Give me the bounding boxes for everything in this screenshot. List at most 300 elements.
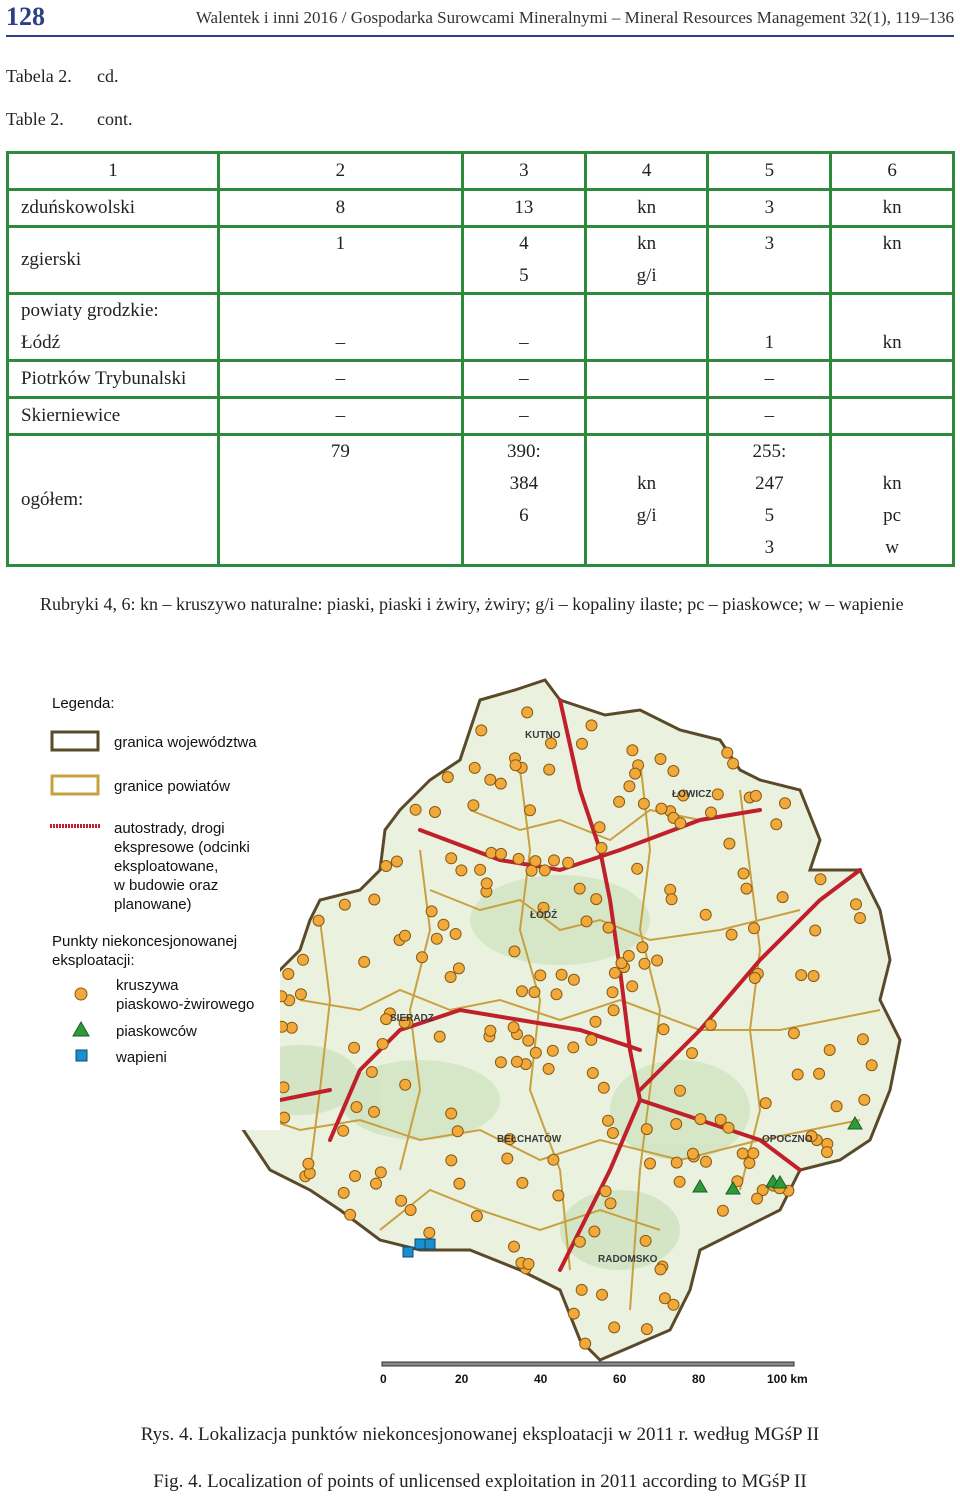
city-sieradz: SIERADZ <box>390 1013 434 1024</box>
gravel-point <box>371 1178 382 1189</box>
gravel-point <box>632 863 643 874</box>
gravel-point <box>495 1057 506 1068</box>
cell-line: 384 <box>509 473 539 494</box>
gravel-point <box>410 804 421 815</box>
table-cell <box>831 361 954 398</box>
legend-roads-3: eksploatowane, <box>114 858 219 875</box>
gravel-point <box>810 925 821 936</box>
table-cell <box>585 294 708 361</box>
gravel-point <box>549 855 560 866</box>
gravel-point <box>750 790 761 801</box>
table-caption-en <box>6 109 133 130</box>
gravel-point <box>517 986 528 997</box>
table-cell <box>462 435 585 566</box>
data-table <box>6 151 955 567</box>
legend-gravel-1: kruszywa <box>116 977 179 994</box>
gravel-point <box>377 1039 388 1050</box>
figure-caption-en: Fig. 4. Localization of points of unlicensed exploitation in 2011 according to MGśP II <box>153 1471 807 1492</box>
gravel-point <box>603 1115 614 1126</box>
gravel-point <box>369 1106 380 1117</box>
gravel-point <box>658 1024 669 1035</box>
table-cell <box>462 294 585 361</box>
gravel-point <box>442 772 453 783</box>
table-cell <box>585 435 708 566</box>
cell-line: – <box>519 332 529 353</box>
row-name: zduńskowolski <box>8 190 219 227</box>
gravel-point <box>717 1205 728 1216</box>
gravel-point <box>777 892 788 903</box>
scale-label-0: 0 <box>380 1372 387 1386</box>
table-cell <box>831 227 954 294</box>
gravel-point <box>485 774 496 785</box>
scale-label-40: 40 <box>534 1372 548 1386</box>
gravel-point <box>495 778 506 789</box>
map-legend <box>40 690 280 1130</box>
table-row <box>8 294 954 361</box>
legend-limestone-icon <box>76 1050 87 1061</box>
gravel-point <box>741 883 752 894</box>
gravel-point <box>547 1045 558 1056</box>
row-name: zgierski <box>8 227 219 294</box>
points-title-2: eksploatacji: <box>52 952 135 969</box>
gravel-point <box>417 952 428 963</box>
gravel-point <box>450 929 461 940</box>
gravel-point <box>724 838 735 849</box>
cell-line: kn <box>637 473 657 494</box>
gravel-point <box>706 807 717 818</box>
cell-line: kn <box>637 233 657 254</box>
gravel-point <box>668 766 679 777</box>
gravel-point <box>369 894 380 905</box>
gravel-point <box>824 1045 835 1056</box>
figure-caption-pl: Rys. 4. Lokalizacja punktów niekoncesjonowanej eksploatacji w 2011 r. według MGśP II <box>140 1424 820 1445</box>
gravel-point <box>400 930 411 941</box>
gravel-point <box>405 1205 416 1216</box>
table-cell: 3 <box>708 190 831 227</box>
gravel-point <box>529 987 540 998</box>
gravel-point <box>526 865 537 876</box>
header-rule <box>6 35 954 37</box>
legend-voiv: granica województwa <box>114 734 257 751</box>
gravel-point <box>796 970 807 981</box>
map-figure <box>0 670 960 1390</box>
gravel-point <box>548 1154 559 1165</box>
cell-line: 1 <box>764 332 775 353</box>
gravel-point <box>749 923 760 934</box>
table-note: Rubryki 4, 6: kn – kruszywo naturalne: piaski, piaski i żwiry, żwiry; g/i – kopaliny ilaste; pc – piaskowce; w – wapienie <box>40 594 904 614</box>
gravel-point <box>574 1236 585 1247</box>
gravel-point <box>283 969 294 980</box>
gravel-point <box>859 1094 870 1105</box>
gravel-point <box>623 950 634 961</box>
scale-label-100: 100 km <box>767 1372 808 1386</box>
gravel-point <box>523 1259 534 1270</box>
gravel-point <box>624 781 635 792</box>
gravel-point <box>607 1128 618 1139</box>
gravel-point <box>655 1264 666 1275</box>
table-cell: – <box>708 398 831 435</box>
gravel-point <box>286 1022 297 1033</box>
gravel-point <box>780 798 791 809</box>
legend-roads-2: ekspresowe (odcinki <box>114 839 250 856</box>
gravel-point <box>760 1098 771 1109</box>
gravel-point <box>737 1148 748 1159</box>
gravel-point <box>298 954 309 965</box>
cell-line: 6 <box>519 505 529 526</box>
cell-line: pc <box>883 505 902 526</box>
cell-line: 390: <box>506 441 541 462</box>
legend-roads-4: w budowie oraz <box>114 877 219 894</box>
gravel-point <box>485 1025 496 1036</box>
gravel-point <box>551 989 562 1000</box>
table-row-total <box>8 435 954 566</box>
gravel-point <box>705 1019 716 1030</box>
gravel-point <box>396 1195 407 1206</box>
gravel-point <box>509 946 520 957</box>
gravel-point <box>438 919 449 930</box>
caption-text-pl: cd. <box>97 66 119 86</box>
gravel-point <box>426 906 437 917</box>
cell-line: 5 <box>764 505 775 526</box>
gravel-point <box>349 1042 360 1053</box>
col-header: 2 <box>218 153 462 190</box>
gravel-point <box>627 745 638 756</box>
gravel-point <box>822 1147 833 1158</box>
row-name: Piotrków Trybunalski <box>8 361 219 398</box>
gravel-point <box>641 1324 652 1335</box>
city-belchatow: BEŁCHATÓW <box>497 1134 562 1145</box>
gravel-point <box>814 1068 825 1079</box>
gravel-point <box>577 738 588 749</box>
cell-line: 247 <box>755 473 784 494</box>
gravel-point <box>509 1241 520 1252</box>
gravel-point <box>351 1102 362 1113</box>
table-cell <box>585 361 708 398</box>
city-opoczno: OPOCZNO <box>762 1134 813 1145</box>
gravel-point <box>431 933 442 944</box>
gravel-point <box>446 853 457 864</box>
row-name <box>8 294 219 361</box>
gravel-point <box>687 1148 698 1159</box>
gravel-point <box>652 955 663 966</box>
gravel-point <box>481 878 492 889</box>
gravel-point <box>338 1187 349 1198</box>
gravel-point <box>530 1047 541 1058</box>
running-title: Walentek i inni 2016 / Gospodarka Surowcami Mineralnymi – Mineral Resources Management 32(1), 119–136 <box>195 8 954 27</box>
gravel-point <box>738 868 749 879</box>
gravel-point <box>313 915 324 926</box>
col-header: 6 <box>831 153 954 190</box>
gravel-point <box>539 865 550 876</box>
legend-gravel-icon <box>75 988 87 1000</box>
gravel-point <box>712 789 723 800</box>
gravel-point <box>600 1186 611 1197</box>
gravel-point <box>586 1034 597 1045</box>
gravel-point <box>517 1177 528 1188</box>
gravel-point <box>590 1016 601 1027</box>
table-cell: kn <box>585 190 708 227</box>
table-cell <box>218 227 462 294</box>
gravel-point <box>456 865 467 876</box>
gravel-point <box>598 1082 609 1093</box>
table-cell: – <box>462 361 585 398</box>
gravel-point <box>855 913 866 924</box>
gravel-point <box>522 707 533 718</box>
gravel-point <box>726 929 737 940</box>
gravel-point <box>851 899 862 910</box>
legend-gravel-2: piaskowo-żwirowego <box>116 996 255 1013</box>
gravel-point <box>471 1211 482 1222</box>
cell-line: 3 <box>764 233 775 254</box>
gravel-point <box>502 1153 513 1164</box>
cell-line: g/i <box>636 505 657 526</box>
gravel-point <box>605 1198 616 1209</box>
cell-line <box>832 436 952 468</box>
page-header <box>0 0 960 36</box>
gravel-point <box>446 1108 457 1119</box>
city-radomsko: RADOMSKO <box>598 1254 658 1265</box>
table-cell <box>708 435 831 566</box>
gravel-point <box>792 1069 803 1080</box>
table-cell: – <box>462 398 585 435</box>
table-row <box>8 190 954 227</box>
table-header-row <box>8 153 954 190</box>
scale-bar <box>380 1362 808 1386</box>
gravel-point <box>637 942 648 953</box>
gravel-point <box>627 981 638 992</box>
gravel-point <box>597 1289 608 1300</box>
col-header: 3 <box>462 153 585 190</box>
gravel-point <box>671 1157 682 1168</box>
gravel-point <box>749 973 760 984</box>
table-cell <box>585 398 708 435</box>
gravel-point <box>748 1148 759 1159</box>
gravel-point <box>603 922 614 933</box>
cell-line: kn <box>882 233 902 254</box>
scale-label-20: 20 <box>455 1372 469 1386</box>
row-name: Skierniewice <box>8 398 219 435</box>
gravel-point <box>563 857 574 868</box>
cell-line: 4 <box>519 233 529 254</box>
gravel-point <box>609 1322 620 1333</box>
scale-label-80: 80 <box>692 1372 706 1386</box>
gravel-point <box>586 720 597 731</box>
scale-label-60: 60 <box>613 1372 627 1386</box>
gravel-point <box>668 1299 679 1310</box>
gravel-point <box>400 1079 411 1090</box>
gravel-point <box>701 1156 712 1167</box>
gravel-point <box>655 754 666 765</box>
gravel-point <box>857 1034 868 1045</box>
cell-line <box>587 436 707 468</box>
cell-line: g/i <box>636 265 657 286</box>
gravel-point <box>568 1042 579 1053</box>
table-cell <box>585 227 708 294</box>
legend-roads-5: planowane) <box>114 896 192 913</box>
gravel-point <box>375 1167 386 1178</box>
gravel-point <box>695 1114 706 1125</box>
gravel-point <box>544 764 555 775</box>
gravel-point <box>452 1126 463 1137</box>
gravel-point <box>475 864 486 875</box>
gravel-point <box>279 1112 290 1123</box>
gravel-point <box>434 1031 445 1042</box>
gravel-point <box>513 853 524 864</box>
table-cell <box>218 294 462 361</box>
cell-line: 1 <box>335 233 346 254</box>
gravel-point <box>556 969 567 980</box>
gravel-point <box>508 1022 519 1033</box>
table-caption-pl <box>6 66 119 87</box>
caption-label-en: Table 2. <box>6 109 64 129</box>
cell-line: 5 <box>519 265 529 286</box>
gravel-point <box>607 987 618 998</box>
table-row <box>8 361 954 398</box>
gravel-point <box>715 1114 726 1125</box>
gravel-point <box>752 1193 763 1204</box>
gravel-point <box>675 1085 686 1096</box>
legend-sandstone: piaskowców <box>116 1023 197 1040</box>
gravel-point <box>640 1235 651 1246</box>
gravel-point <box>338 1125 349 1136</box>
gravel-point <box>771 819 782 830</box>
gravel-point <box>511 1056 522 1067</box>
gravel-point <box>638 798 649 809</box>
gravel-point <box>468 800 479 811</box>
cell-line: 3 <box>764 537 775 558</box>
gravel-point <box>496 848 507 859</box>
gravel-point <box>671 1119 682 1130</box>
gravel-point <box>350 1171 361 1182</box>
gravel-point <box>366 1067 377 1078</box>
legend-powiat: granice powiatów <box>114 778 230 795</box>
table-cell <box>218 435 462 566</box>
row-name-lodz: Łódź <box>21 332 61 353</box>
gravel-point <box>808 971 819 982</box>
cell-line: kn <box>882 473 902 494</box>
gravel-point <box>639 958 650 969</box>
cell-line: – <box>335 332 346 353</box>
gravel-point <box>608 1005 619 1016</box>
gravel-point <box>345 1209 356 1220</box>
page-number: 128 <box>6 2 45 31</box>
gravel-point <box>641 1124 652 1135</box>
gravel-point <box>831 1101 842 1112</box>
table-cell <box>708 294 831 361</box>
city-lowicz: ŁOWICZ <box>672 789 712 800</box>
gravel-point <box>510 760 521 771</box>
gravel-point <box>675 818 686 829</box>
col-header: 5 <box>708 153 831 190</box>
gravel-point <box>591 894 602 905</box>
gravel-point <box>543 1063 554 1074</box>
city-kutno: KUTNO <box>525 730 561 741</box>
group-label: powiaty grodzkie: <box>21 300 159 321</box>
gravel-point <box>391 856 402 867</box>
table-cell: kn <box>831 190 954 227</box>
gravel-point <box>525 805 536 816</box>
gravel-point <box>576 1284 587 1295</box>
gravel-point <box>453 963 464 974</box>
gravel-point <box>339 899 350 910</box>
city-lodz: ŁÓDŹ <box>530 910 558 921</box>
gravel-point <box>594 822 605 833</box>
gravel-point <box>587 1068 598 1079</box>
gravel-point <box>596 842 607 853</box>
gravel-point <box>630 768 641 779</box>
table-row <box>8 227 954 294</box>
col-header: 4 <box>585 153 708 190</box>
gravel-point <box>295 989 306 1000</box>
caption-text-en: cont. <box>97 109 133 129</box>
table-cell: – <box>218 398 462 435</box>
gravel-point <box>645 1158 656 1169</box>
gravel-point <box>866 1060 877 1071</box>
cell-line: 79 <box>330 441 350 462</box>
gravel-point <box>381 861 392 872</box>
col-header: 1 <box>8 153 219 190</box>
table-cell: 13 <box>462 190 585 227</box>
cell-line: w <box>885 537 900 558</box>
gravel-point <box>589 1226 600 1237</box>
row-name: ogółem: <box>8 435 219 566</box>
gravel-point <box>469 762 480 773</box>
gravel-point <box>728 758 739 769</box>
cell-line: kn <box>882 332 902 353</box>
gravel-point <box>553 1190 564 1201</box>
gravel-point <box>568 1308 579 1319</box>
gravel-point <box>687 1048 698 1059</box>
legend-roads-1: autostrady, drogi <box>114 820 225 837</box>
gravel-point <box>580 1338 591 1349</box>
table-cell <box>831 435 954 566</box>
points-title-1: Punkty niekoncesjonowanej <box>52 933 238 950</box>
gravel-point <box>359 956 370 967</box>
voivodeship-area <box>205 680 900 1360</box>
gravel-point <box>535 970 546 981</box>
gravel-point <box>674 1176 685 1187</box>
gravel-point <box>430 807 441 818</box>
gravel-point <box>815 874 826 885</box>
caption-label-pl: Tabela 2. <box>6 66 72 86</box>
legend-limestone: wapieni <box>116 1049 167 1066</box>
gravel-point <box>568 974 579 985</box>
cell-line: 255: <box>752 441 787 462</box>
table-cell <box>831 398 954 435</box>
table-cell <box>708 227 831 294</box>
gravel-point <box>303 1158 314 1169</box>
gravel-point <box>700 909 711 920</box>
gravel-point <box>656 803 667 814</box>
gravel-point <box>424 1227 435 1238</box>
gravel-point <box>722 747 733 758</box>
gravel-point <box>574 883 585 894</box>
gravel-point <box>476 725 487 736</box>
gravel-point <box>614 796 625 807</box>
table-cell: – <box>218 361 462 398</box>
gravel-point <box>788 1028 799 1039</box>
table-cell: – <box>708 361 831 398</box>
table-cell: 8 <box>218 190 462 227</box>
gravel-point <box>454 1178 465 1189</box>
table-cell <box>831 294 954 361</box>
gravel-point <box>445 972 456 983</box>
table-row <box>8 398 954 435</box>
gravel-point <box>523 1035 534 1046</box>
legend-title: Legenda: <box>52 695 115 712</box>
table-cell <box>462 227 585 294</box>
gravel-point <box>666 894 677 905</box>
